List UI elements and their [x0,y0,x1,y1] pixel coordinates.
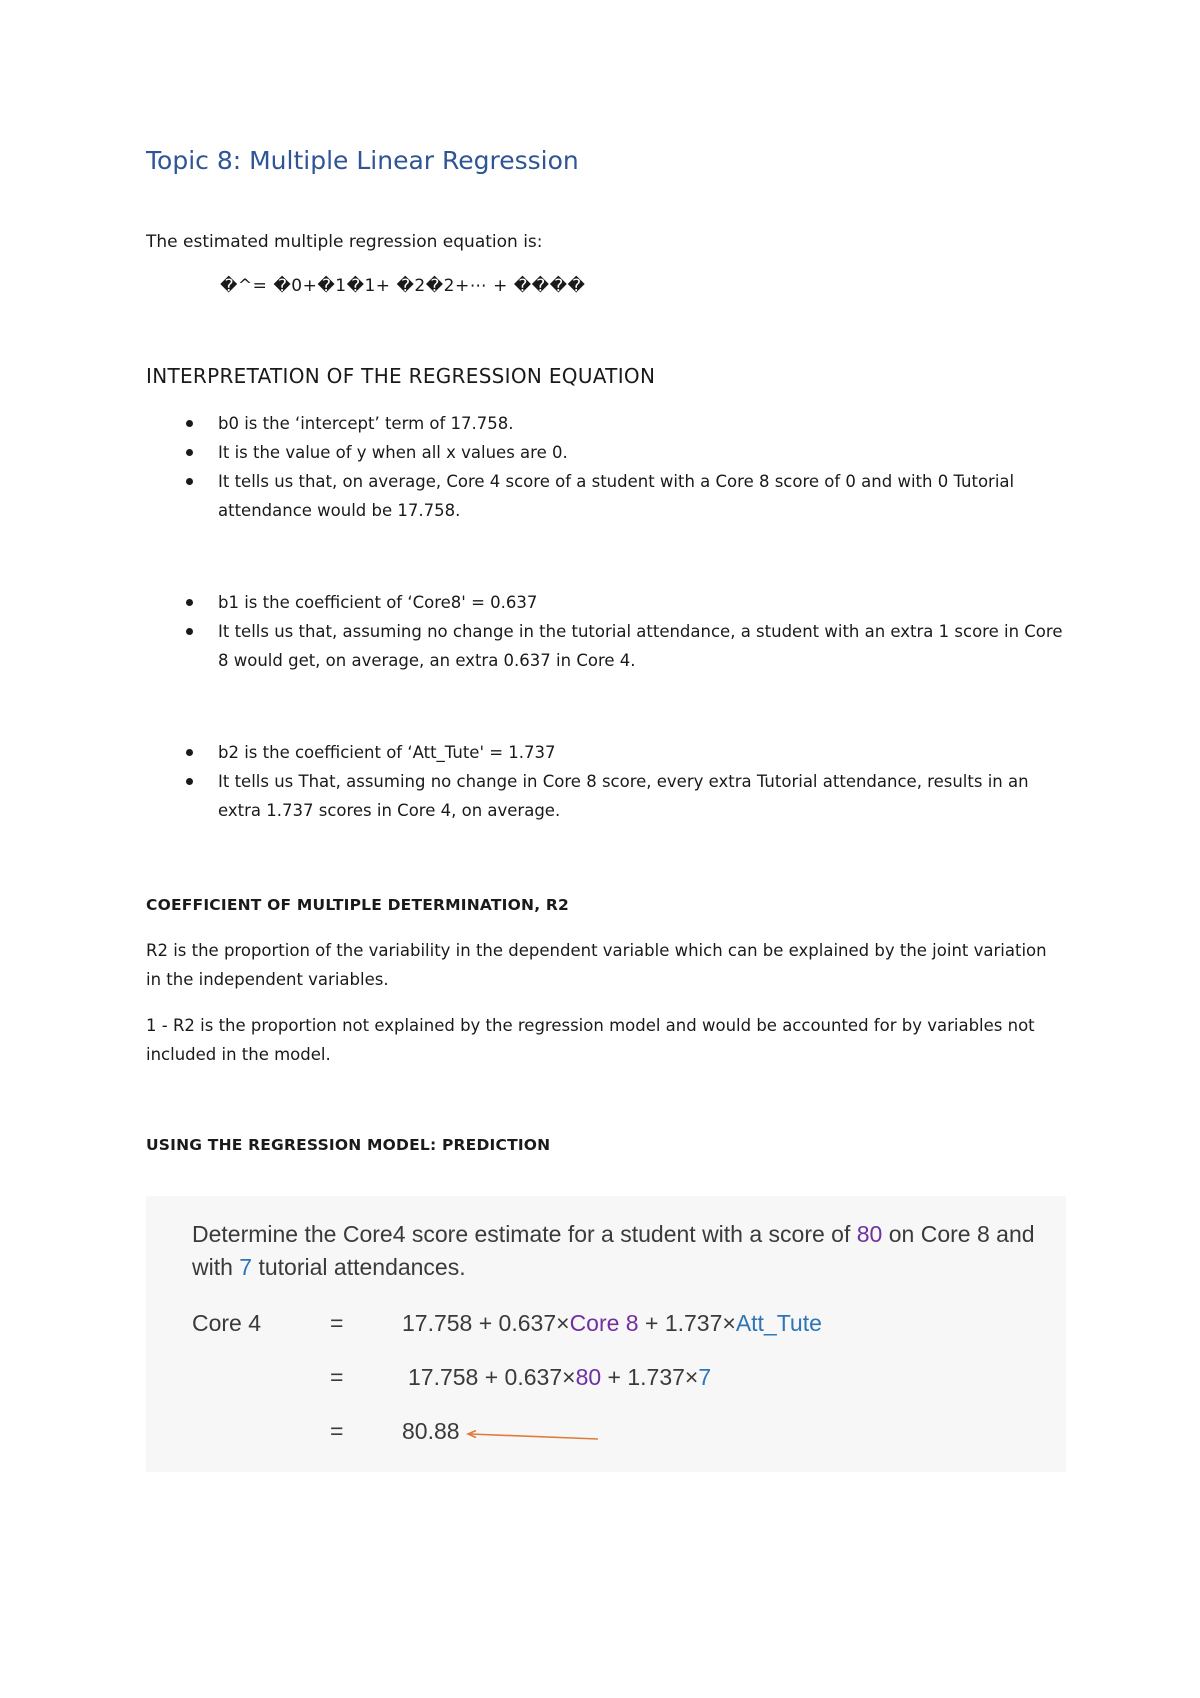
list-item: It tells us that, on average, Core 4 score of a student with a Core 8 score of 0 and with 0 Tutorial attendance would be 17.758. [146,467,1066,525]
question-text: on Core 8 and with [192,1221,1035,1280]
section-heading-interpretation: INTERPRETATION OF THE REGRESSION EQUATION [146,364,656,388]
bullet-list-b2 [146,738,1066,825]
arrow-icon [464,1430,600,1442]
regression-equation: �^= �0+�1�1+ �2�2+⋯ + ���� [220,276,586,296]
equals-sign: = [330,1310,344,1336]
bullet-list-b0 [146,409,1066,525]
question-text: tutorial attendances. [252,1254,466,1280]
result-value: 80.88 [402,1418,460,1444]
intro-text: The estimated multiple regression equation is: [146,232,543,252]
section-heading-r2: COEFFICIENT OF MULTIPLE DETERMINATION, R2 [146,896,569,914]
equals-sign: = [330,1364,344,1390]
equation-text: 17.758 + 0.637× [402,1310,570,1336]
tute-value: 7 [239,1254,253,1280]
core8-value: 80 [856,1221,883,1247]
list-item: It tells us that, assuming no change in the tutorial attendance, a student with an extra 1 score in Core 8 would get, on average, an extra 0.637 in Core 4. [146,617,1066,675]
list-item: b1 is the coefficient of ‘Core8' = 0.637 [146,588,1066,617]
list-item: b0 is the ‘intercept’ term of 17.758. [146,409,1066,438]
r2-paragraph-1: R2 is the proportion of the variability in the dependent variable which can be explained by the joint variation in the independent variables. [146,941,1047,989]
equation-text: 17.758 + 0.637× [408,1364,576,1390]
list-item: It tells us That, assuming no change in Core 8 score, every extra Tutorial attendance, results in an extra 1.737 scores in Core 4, on average. [146,767,1066,825]
lhs-label: Core 4 [192,1310,262,1336]
page-title: Topic 8: Multiple Linear Regression [146,146,579,175]
tute-number: 7 [698,1364,712,1390]
tute-variable: Att_Tute [735,1310,822,1336]
equals-sign: = [330,1418,344,1444]
prediction-example-image [146,1196,1066,1472]
list-item: b2 is the coefficient of ‘Att_Tute' = 1.737 [146,738,1066,767]
equation-text: + 1.737× [601,1364,699,1390]
equation-text: + 1.737× [638,1310,736,1336]
question-text: Determine the Core4 score estimate for a student with a score of [192,1221,857,1247]
equation-line-2 [408,1364,711,1391]
list-item: It is the value of y when all x values are 0. [146,438,1066,467]
core8-variable: Core 8 [569,1310,639,1336]
section-heading-prediction: USING THE REGRESSION MODEL: PREDICTION [146,1136,551,1154]
bullet-list-b1 [146,588,1066,675]
core8-number: 80 [575,1364,602,1390]
equation-line-1 [402,1310,822,1337]
r2-paragraph-2: 1 - R2 is the proportion not explained by the regression model and would be accounted for by variables not included in the model. [146,1016,1035,1064]
example-question [192,1218,1042,1284]
